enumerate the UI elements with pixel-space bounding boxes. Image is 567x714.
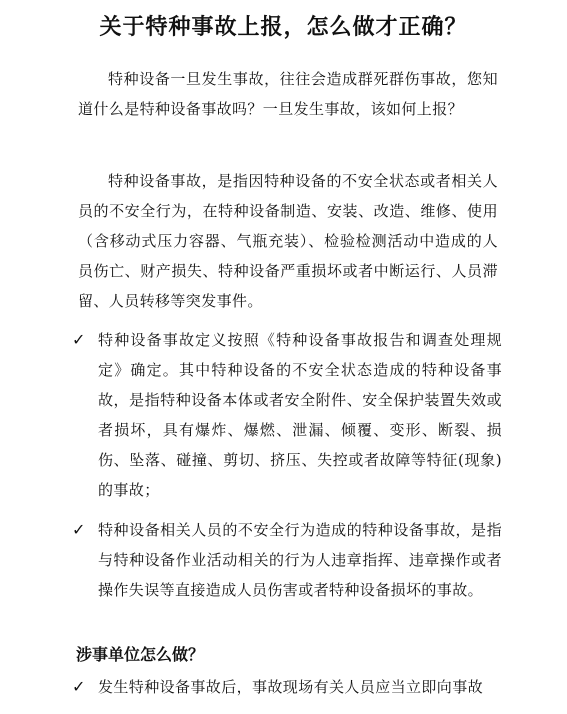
checkmark-icon: ✓ (72, 677, 86, 696)
bullet-item-definition (72, 325, 502, 505)
bullet-text: 发生特种设备事故后，事故现场有关人员应当立即向事故 (98, 678, 484, 696)
bullet-item-report (72, 672, 502, 702)
definition-paragraph: 特种设备事故，是指因特种设备的不安全状态或者相关人员的不安全行为，在特种设备制造、安装、改造、维修、使用（含移动式压力容器、气瓶充装）、检验检测活动中造成的人员伤亡、财产损失、特种设备严重损坏或者中断运行、人员滞留、人员转移等突发事件。 (78, 172, 498, 310)
bullet-text: 特种设备事故定义按照《特种设备事故报告和调查处理规定》确定。其中特种设备的不安全状态造成的特种设备事故，是指特种设备本体或者安全附件、安全保护装置失效或者损坏，具有爆炸、爆燃、泄漏、倾覆、变形、断裂、损伤、坠落、碰撞、剪切、挤压、失控或者故障等特征(现象)的事故； (98, 331, 502, 499)
section-heading: 涉事单位怎么做？ (76, 645, 205, 664)
checkmark-icon: ✓ (72, 330, 86, 349)
bullet-text: 特种设备相关人员的不安全行为造成的特种设备事故，是指与特种设备作业活动相关的行为人违章指挥、违章操作或者操作失误等直接造成人员伤害或者特种设备损坏的事故。 (98, 521, 502, 599)
checkmark-icon: ✓ (72, 520, 86, 539)
page-title: 关于特种事故上报，怎么做才正确？ (99, 15, 468, 40)
intro-paragraph: 特种设备一旦发生事故，往往会造成群死群伤事故，您知道什么是特种设备事故吗？一旦发生事故，该如何上报？ (78, 70, 498, 118)
bullet-item-unsafe-behavior (72, 515, 502, 605)
